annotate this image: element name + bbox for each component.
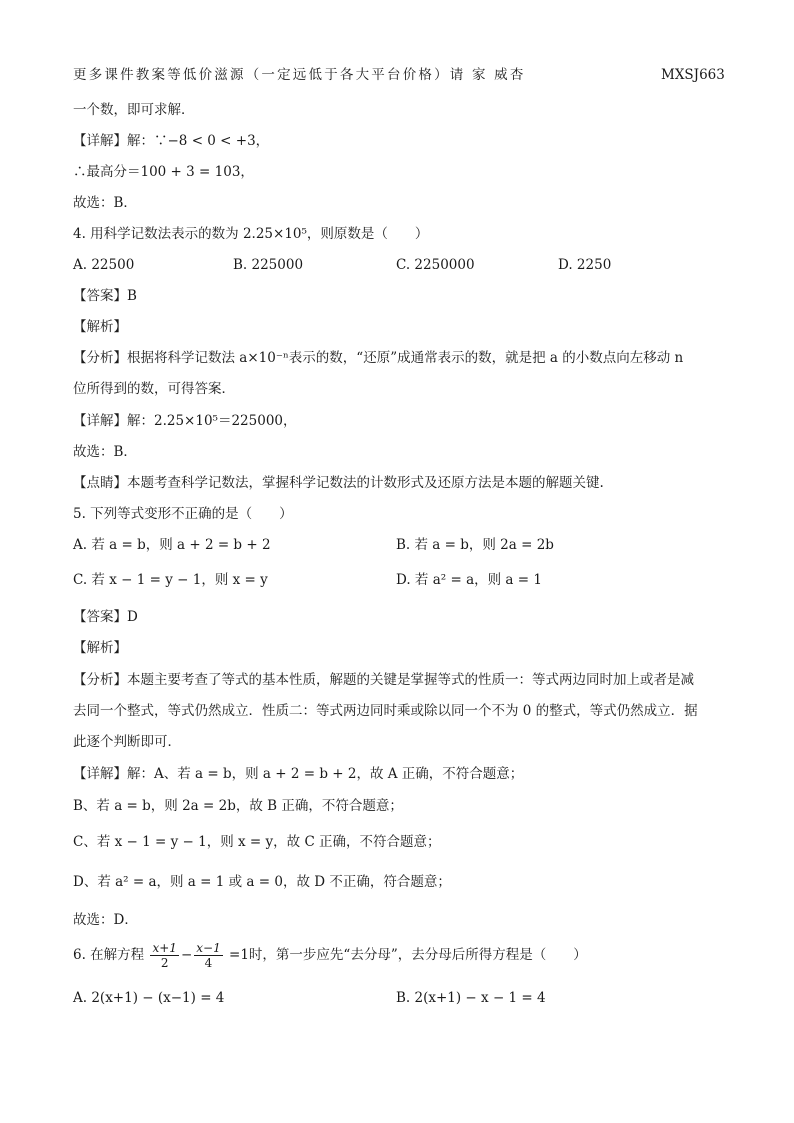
q3-detail: 【详解】解：∵−8 < 0 < +3， — [73, 133, 270, 149]
header-code: MXSJ663 — [661, 67, 725, 83]
q6-option-b: B. 2(x+1) − x − 1 = 4 — [396, 990, 546, 1006]
q3-max-score: ∴最高分＝100 + 3 = 103， — [73, 164, 254, 180]
q4-option-a: A. 22500 — [73, 257, 135, 273]
q4-option-d: D. 2250 — [558, 257, 612, 273]
q4-comment: 【点睛】本题考查科学记数法，掌握科学记数法的计数形式及还原方法是本题的解题关键. — [73, 475, 604, 491]
q4-stem: 4. 用科学记数法表示的数为 2.25×10⁵，则原数是（ ） — [73, 226, 429, 242]
header-promo-text: 更多课件教案等低价滋源（一定远低于各大平台价格）请 家 威杏 — [73, 67, 526, 83]
q4-analysis-tag: 【解析】 — [73, 319, 127, 335]
q4-choice: 故选：B． — [73, 444, 137, 460]
q6-fraction-1-denominator: 2 — [160, 956, 169, 970]
q5-stem: 5. 下列等式变形不正确的是（ ） — [73, 506, 293, 522]
q5-option-c: C. 若 x − 1 = y − 1，则 x = y — [73, 572, 268, 588]
q4-analysis-line1: 【分析】根据将科学记数法 a×10⁻ⁿ表示的数，“还原”成通常表示的数，就是把 a 的小数点向左移动 n — [73, 350, 684, 366]
q5-option-a: A. 若 a = b，则 a + 2 = b + 2 — [73, 537, 271, 553]
q5-choice: 故选：D． — [73, 912, 138, 928]
q4-analysis-line2: 位所得到的数，可得答案． — [73, 381, 235, 397]
q6-option-a: A. 2(x+1) − (x−1) = 4 — [73, 990, 225, 1006]
q5-detail-c: C、若 x − 1 = y − 1，则 x = y，故 C 正确，不符合题意； — [73, 834, 441, 850]
q5-analysis-line1: 【分析】本题主要考查了等式的基本性质，解题的关键是掌握等式的性质一：等式两边同时加上或者是减 — [73, 672, 694, 688]
q6-stem-suffix: =1时，第一步应先“去分母”，去分母后所得方程是（ ） — [229, 947, 587, 963]
q6-fraction-1-numerator: x+1 — [152, 941, 177, 955]
q5-detail-a: 【详解】解：A、若 a = b，则 a + 2 = b + 2，故 A 正确，不符合题意； — [73, 766, 524, 782]
q6-fraction-1 — [150, 941, 178, 970]
q5-analysis-tag: 【解析】 — [73, 640, 127, 656]
q6-stem-prefix: 6. 在解方程 — [73, 947, 145, 963]
q5-analysis-line2: 去同一个整式，等式仍然成立．性质二：等式两边同时乘或除以同一个不为 0 的整式，等式仍然成立．据 — [73, 703, 698, 719]
q5-detail-b: B、若 a = b，则 2a = 2b，故 B 正确，不符合题意； — [73, 798, 403, 814]
q4-option-c: C. 2250000 — [396, 257, 475, 273]
q4-answer: 【答案】B — [73, 288, 137, 304]
q5-analysis-line3: 此逐个判断即可． — [73, 734, 181, 750]
q5-detail-d: D、若 a² = a，则 a = 1 或 a = 0，故 D 不正确，符合题意； — [73, 874, 451, 890]
q4-option-b: B. 225000 — [233, 257, 304, 273]
q6-fraction-2 — [194, 941, 222, 970]
header-line — [73, 65, 734, 85]
q5-option-d: D. 若 a² = a，则 a = 1 — [396, 572, 542, 588]
q3-choice: 故选：B． — [73, 195, 137, 211]
q4-detail: 【详解】解：2.25×10⁵＝225000， — [73, 413, 297, 429]
q6-minus-sign: − — [180, 947, 193, 963]
q6-stem — [73, 940, 734, 970]
q6-fraction-2-numerator: x−1 — [196, 941, 221, 955]
q3-conclusion: 一个数，即可求解． — [73, 102, 195, 118]
q5-option-b: B. 若 a = b，则 2a = 2b — [396, 537, 554, 553]
q5-answer: 【答案】D — [73, 609, 138, 625]
q6-fraction-2-denominator: 4 — [204, 956, 213, 970]
